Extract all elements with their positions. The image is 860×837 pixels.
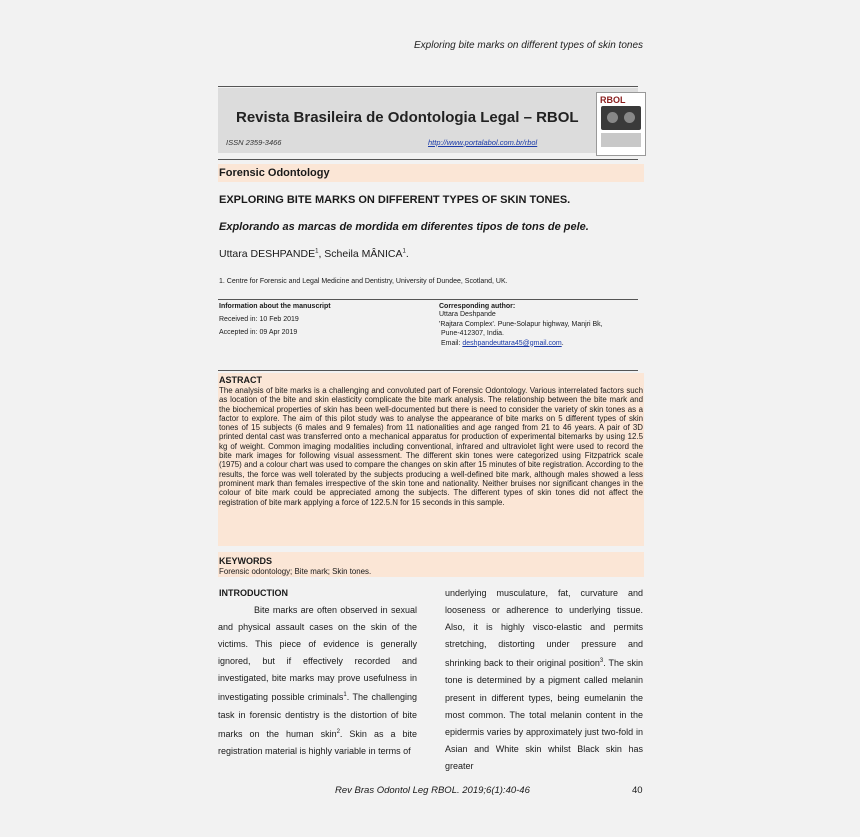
footer-citation: Rev Bras Odontol Leg RBOL. 2019;6(1):40-46 [335,785,530,796]
rule-under-header [218,159,638,160]
accepted-date: Accepted in: 09 Apr 2019 [219,328,298,336]
journal-url-link[interactable]: http://www.portalabol.com.br/rbol [428,138,538,147]
citation-sup: 1 [343,692,347,699]
corresponding-heading: Corresponding author: [439,303,516,310]
abstract-heading: ASTRACT [219,375,262,385]
manuscript-info [219,303,331,337]
corresponding-author: Corresponding author: Uttara Deshpande 'Rajtara Complex'. Pune-Solapur highway, Manjri Bk, Pune-412307, India. Email: deshpandeuttara45@gmail.com. [439,303,603,347]
body-column-right [445,585,643,775]
cover-text-block [601,133,641,147]
journal-cover-image [596,92,646,156]
received-date: Received in: 10 Feb 2019 [219,316,299,323]
section-label: Forensic Odontology [219,167,330,179]
author-name: Scheila MÂNICA [324,248,403,260]
email-link[interactable]: deshpandeuttara45@gmail.com [462,339,562,347]
citation-sup: 2 [336,728,340,735]
affiliation: 1. Centre for Forensic and Legal Medicine and Dentistry, University of Dundee, Scotland, UK. [219,278,508,285]
rule-above-info [218,299,638,300]
author-affil-sup: 1 [315,248,319,255]
author-name: Uttara DESHPANDE [219,248,316,260]
introduction-heading: INTRODUCTION [219,588,288,598]
journal-title: Revista Brasileira de Odontologia Legal – RBOL [236,109,579,126]
cover-logo: RBOL [600,95,626,105]
citation-sup: 3 [599,658,604,665]
paragraph: underlying musculature, fat, curvature and looseness or adherence to underlying tissue. Also, it is highly visco-elastic and permits stretching, distorting under pressure and shrinking back to their original position$^3$. The skin tone is determined by a pigment called melanin present in different types, being eumelanin the most common. The total melanin content in the epidermis varies by approximately just two-fold in Asian and White skin whilst Black skin has greater [445,588,643,771]
page-number: 40 [632,785,643,796]
keywords-text: Forensic odontology; Bite mark; Skin tones. [219,567,372,576]
paragraph: Bite marks are often observed in sexual and physical assault cases on the skin of the victims. This piece of evidence is generally ignored, but if effectively recorded and investigated, bite marks may prove usefulness in investigating possible criminals$^1$. The challenging task in forensic dentistry is the distortion of bite marks on the human skin$^2$. Skin as a bite registration material is highly variable in terms of [218,605,418,756]
article-title-english: EXPLORING BITE MARKS ON DIFFERENT TYPES OF SKIN TONES. [219,194,571,206]
author-affil-sup: 1 [402,248,406,255]
abstract-text: The analysis of bite marks is a challenging and convoluted part of Forensic Odontology. Various interrelated factors such as location of the bite and skin elasticity complicate the bite mark analysis. The relationship between the bite mark and the biochemical properties of skin has been well-documented but there is need to consider the variety of skin tones as a factor to explore. The aim of this pilot study was to analyse the appearance of bite marks on 5 different types of skin tones of 15 subjects (6 males and 9 females) from 11 nationalities and age ranged from 21 to 46 years. A pair of 3D printed dental cast was transferred onto a mechanical apparatus for production of experimental bitemarks by using 12.5 kg of weight. Common imaging modalities including conventional, infrared and ultraviolet light were used to record the bite mark images for following visual assessment. The different skin tones were categorized using Fitzpatrick scale (1975) and a colour chart was used to compare the changes on skin after 15 minutes of bite registration. According to the results, the force was well tolerated by the subjects producing a well-defined bite mark, although males showed a less prominent mark than females irrespective of the skin tone and nationality. Neither bruises nor significant changes in the colour of bite mark could be appreciated among the subjects. The different types of skin tones did not affect the registration of bite mark applying a force of 122.5.N for 15 seconds in this sample. [219,386,643,507]
corresponding-line: Uttara Deshpande [439,311,496,318]
corresponding-line: 'Rajtara Complex'. Pune-Solapur highway, Manjri Bk, [439,320,603,328]
corresponding-line: Pune-412307, India. [439,330,504,337]
author-list: Uttara DESHPANDE$^1$, Scheila MÂNICA$^1$. [219,248,409,260]
rule-above-abstract [218,370,638,371]
body-column-left [218,602,417,760]
keywords-heading: KEYWORDS [219,556,273,566]
issn: ISSN 2359-3466 [226,138,282,147]
article-title-portuguese: Explorando as marcas de mordida em diferentes tipos de tons de pele. [219,221,589,233]
manuscript-info-heading: Information about the manuscript [219,303,331,310]
running-header: Exploring bite marks on different types of skin tones [414,40,644,51]
cover-photo [601,106,641,130]
top-rule [218,86,638,87]
